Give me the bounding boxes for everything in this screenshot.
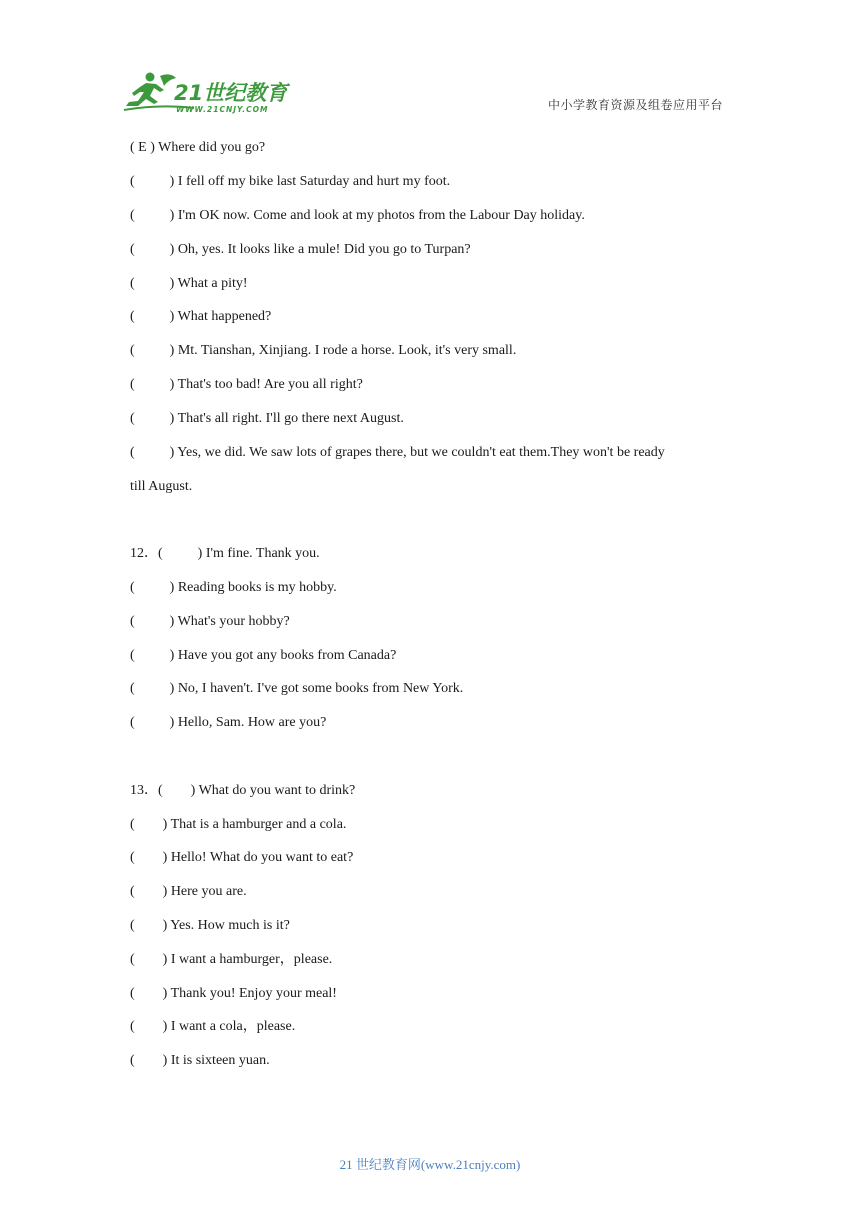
dialogue-line: ( ) Mt. Tianshan, Xinjiang. I rode a horse. Look, it's very small. [130,343,517,358]
dialogue-line: ( ) Yes, we did. We saw lots of grapes there, but we couldn't eat them.They won't be ready [130,445,665,460]
dialogue-line: ( ) I fell off my bike last Saturday and hurt my foot. [130,174,451,189]
dialogue-line: ( ) Have you got any books from Canada? [130,648,397,663]
dialogue-line: ( ) That is a hamburger and a cola. [130,817,347,832]
dialogue-line: till August. [130,479,193,494]
platform-tagline: 中小学教育资源及组卷应用平台 [548,98,724,112]
page-footer: 21 世纪教育网(www.21cnjy.com) [339,1157,521,1172]
dialogue-line: ( ) Reading books is my hobby. [130,580,337,595]
dialogue-line: ( ) What happened? [130,309,272,324]
dialogue-line: ( ) Hello! What do you want to eat? [130,850,354,865]
dialogue-line: ( ) That's all right. I'll go there next August. [130,411,404,426]
dialogue-line: ( ) I want a cola，please. [130,1019,296,1034]
dialogue-line: ( ) Here you are. [130,884,247,899]
logo [120,70,290,116]
svg-text:21世纪教育: 21世纪教育 [174,81,288,105]
dialogue-line: ( ) No, I haven't. I've got some books from New York. [130,681,464,696]
dialogue-line: ( ) I want a hamburger，please. [130,952,333,967]
question-12-title: 12．( ) I'm fine. Thank you. [130,546,320,561]
runner-logo-icon [120,70,290,116]
question-13-title: 13．( ) What do you want to drink? [130,783,356,798]
dialogue-line: ( ) What a pity! [130,276,248,291]
dialogue-line: ( ) Oh, yes. It looks like a mule! Did you go to Turpan? [130,242,471,257]
dialogue-line: ( ) Thank you! Enjoy your meal! [130,986,337,1001]
svg-text:WWW.21CNJY.COM: WWW.21CNJY.COM [176,105,269,114]
dialogue-line: ( ) Hello, Sam. How are you? [130,715,327,730]
dialogue-line: ( ) That's too bad! Are you all right? [130,377,363,392]
dialogue-line: ( ) I'm OK now. Come and look at my photos from the Labour Day holiday. [130,208,585,223]
dialogue-line: ( E ) Where did you go? [130,140,266,155]
dialogue-line: ( ) It is sixteen yuan. [130,1053,270,1068]
dialogue-line: ( ) What's your hobby? [130,614,290,629]
page-header [0,0,860,130]
dialogue-line: ( ) Yes. How much is it? [130,918,290,933]
